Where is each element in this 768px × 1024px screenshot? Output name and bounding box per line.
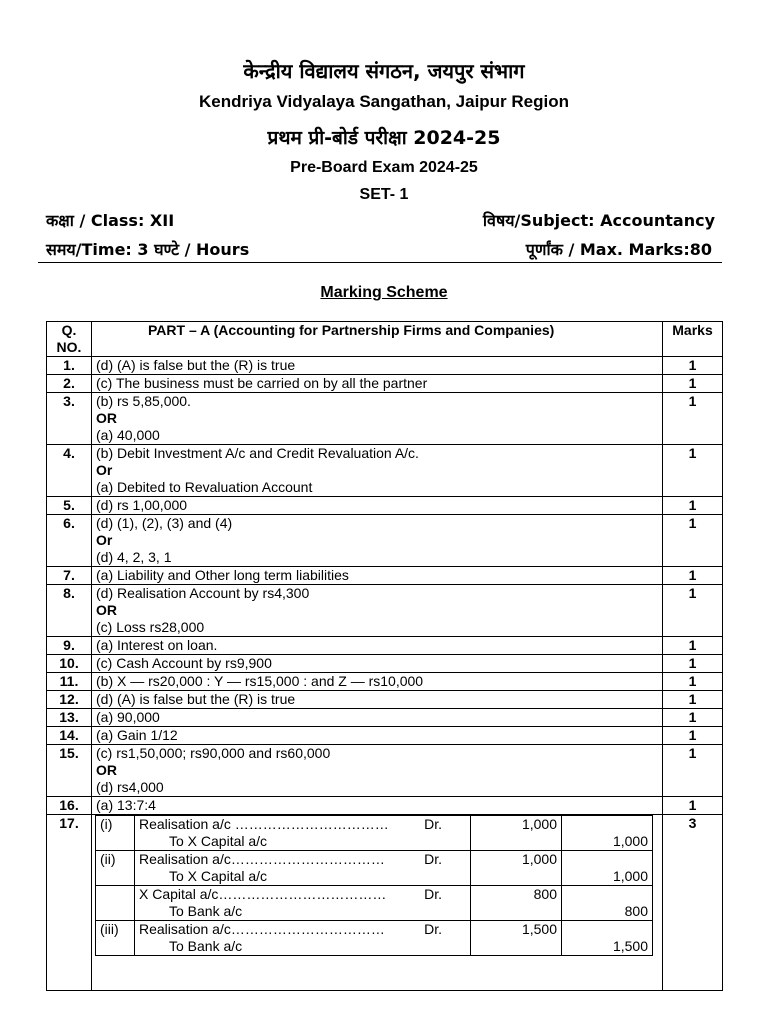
marking-table [46, 321, 723, 991]
entry-particulars [135, 816, 471, 851]
answer-cell [92, 497, 663, 515]
q-number: 16. [47, 797, 92, 815]
journal-entry [96, 816, 653, 851]
credit-amount: 1,000 [562, 851, 653, 886]
answer-cell [92, 585, 663, 637]
table-row [47, 745, 723, 797]
table-row [47, 797, 723, 815]
marks-value: 1 [663, 445, 723, 497]
answer-cell [92, 393, 663, 445]
answer-cell [92, 691, 663, 709]
answer-cell [92, 445, 663, 497]
q-number: 13. [47, 709, 92, 727]
journal-entry [96, 886, 653, 921]
entry-label: (ii) [96, 851, 135, 886]
time-label: समय/Time: 3 घण्टे / Hours [46, 240, 250, 259]
answer-cell [92, 673, 663, 691]
debit-account: Realisation a/c …………………………… [139, 816, 389, 832]
answer-cell [92, 375, 663, 393]
credit-account: To X Capital a/c [169, 868, 268, 884]
table-row [47, 673, 723, 691]
answer-cell [92, 727, 663, 745]
q-number: 14. [47, 727, 92, 745]
answer-text: (d) 4, 2, 3, 1 [96, 549, 172, 565]
q-number: 17. [47, 815, 92, 991]
dr-marker: Dr. [424, 921, 442, 937]
max-marks-label: पूर्णांक / Max. Marks:80 [525, 240, 712, 259]
q-number: 3. [47, 393, 92, 445]
debit-account: X Capital a/c……………………………… [139, 886, 387, 902]
credit-account: To Bank a/c [169, 938, 243, 954]
credit-amount: 1,000 [562, 816, 653, 851]
answer-text: (a) 40,000 [96, 427, 160, 443]
or-separator: Or [96, 532, 113, 548]
marks-value: 3 [663, 815, 723, 991]
q-number: 10. [47, 655, 92, 673]
q-number: 9. [47, 637, 92, 655]
marks-value: 1 [663, 357, 723, 375]
entry-label: (i) [96, 816, 135, 851]
table-row [47, 567, 723, 585]
marking-scheme-title: Marking Scheme [320, 284, 448, 301]
q-number: 7. [47, 567, 92, 585]
answer-text: (d) rs4,000 [96, 779, 164, 795]
answer-cell [92, 709, 663, 727]
marks-value: 1 [663, 393, 723, 445]
table-row-q17 [47, 815, 723, 991]
credit-amount: 800 [562, 886, 653, 921]
dr-marker: Dr. [424, 886, 442, 902]
or-separator: OR [96, 602, 117, 618]
entry-label [96, 886, 135, 921]
marks-value: 1 [663, 691, 723, 709]
table-row [47, 357, 723, 375]
header-divider [38, 262, 722, 263]
entry-particulars [135, 886, 471, 921]
table-row [47, 637, 723, 655]
table-row [47, 393, 723, 445]
answer-text: (d) Realisation Account by rs4,300 [96, 585, 310, 601]
journal-entry [96, 851, 653, 886]
marks-value: 1 [663, 655, 723, 673]
q-number: 1. [47, 357, 92, 375]
table-row [47, 515, 723, 567]
table-row [47, 727, 723, 745]
col-q-no: Q. NO. [47, 322, 92, 357]
answer-text: (b) X — rs20,000 : Y — rs15,000 : and Z — rs10,000 [96, 673, 424, 689]
debit-amount: 1,000 [471, 816, 562, 851]
entry-label: (iii) [96, 921, 135, 956]
dr-marker: Dr. [424, 816, 442, 832]
marks-value: 1 [663, 497, 723, 515]
entry-particulars [135, 851, 471, 886]
answer-cell [92, 797, 663, 815]
or-separator: OR [96, 410, 117, 426]
exam-title-hindi: प्रथम प्री-बोर्ड परीक्षा 2024-25 [267, 127, 501, 149]
table-row [47, 375, 723, 393]
org-name-hindi: केन्द्रीय विद्यालय संगठन, जयपुर संभाग [243, 59, 525, 83]
answer-text: (a) 13:7:4 [96, 797, 156, 813]
debit-line [139, 816, 466, 833]
answer-text: (b) rs 5,85,000. [96, 393, 191, 409]
debit-amount: 1,500 [471, 921, 562, 956]
answer-text: (a) 90,000 [96, 709, 160, 725]
q-number: 12. [47, 691, 92, 709]
marks-value: 1 [663, 637, 723, 655]
answer-text: (c) Loss rs28,000 [96, 619, 205, 635]
q-number: 15. [47, 745, 92, 797]
set-label: SET- 1 [359, 186, 409, 203]
answer-text: (c) rs1,50,000; rs90,000 and rs60,000 [96, 745, 331, 761]
q-number: 11. [47, 673, 92, 691]
answer-text: (d) (A) is false but the (R) is true [96, 691, 296, 707]
marks-value: 1 [663, 709, 723, 727]
table-row [47, 709, 723, 727]
col-part-a: PART – A (Accounting for Partnership Firms and Companies) [92, 322, 663, 357]
answer-cell [92, 637, 663, 655]
table-header-row [47, 322, 723, 357]
answer-cell [92, 745, 663, 797]
debit-account: Realisation a/c…………………………… [139, 921, 385, 937]
entry-particulars [135, 921, 471, 956]
q-number: 2. [47, 375, 92, 393]
journal-entries-table [95, 815, 653, 956]
answer-text: (c) The business must be carried on by all the partner [96, 375, 428, 391]
marks-value: 1 [663, 567, 723, 585]
subject-label: विषय/Subject: Accountancy [482, 211, 715, 230]
marks-value: 1 [663, 673, 723, 691]
answer-text: (d) rs 1,00,000 [96, 497, 188, 513]
answer-cell [92, 357, 663, 375]
table-row [47, 655, 723, 673]
or-separator: Or [96, 462, 113, 478]
answer-cell [92, 515, 663, 567]
answer-text: (a) Debited to Revaluation Account [96, 479, 313, 495]
journal-entry [96, 921, 653, 956]
q-number: 6. [47, 515, 92, 567]
or-separator: OR [96, 762, 117, 778]
answer-cell [92, 567, 663, 585]
answer-cell [92, 655, 663, 673]
answer-text: (b) Debit Investment A/c and Credit Revaluation A/c. [96, 445, 419, 461]
dr-marker: Dr. [424, 851, 442, 867]
q-number: 5. [47, 497, 92, 515]
org-name-english: Kendriya Vidyalaya Sangathan, Jaipur Region [198, 92, 570, 111]
col-marks: Marks [663, 322, 723, 357]
table-row [47, 585, 723, 637]
debit-amount: 1,000 [471, 851, 562, 886]
credit-account: To X Capital a/c [169, 833, 268, 849]
answer-text: (c) Cash Account by rs9,900 [96, 655, 272, 671]
marks-value: 1 [663, 585, 723, 637]
table-row [47, 691, 723, 709]
table-row [47, 497, 723, 515]
marks-value: 1 [663, 375, 723, 393]
credit-account: To Bank a/c [169, 903, 243, 919]
q17-answer [92, 815, 663, 991]
answer-text: (a) Liability and Other long term liabilities [96, 567, 349, 583]
answer-text: (d) (A) is false but the (R) is true [96, 357, 296, 373]
debit-line [139, 886, 466, 903]
credit-amount: 1,500 [562, 921, 653, 956]
answer-text: (a) Gain 1/12 [96, 727, 178, 743]
marks-value: 1 [663, 797, 723, 815]
marks-value: 1 [663, 727, 723, 745]
debit-amount: 800 [471, 886, 562, 921]
class-label: कक्षा / Class: XII [46, 211, 175, 230]
q-number: 8. [47, 585, 92, 637]
q-number: 4. [47, 445, 92, 497]
answer-text: (a) Interest on loan. [96, 637, 218, 653]
marks-value: 1 [663, 745, 723, 797]
debit-line [139, 851, 466, 868]
answer-text: (d) (1), (2), (3) and (4) [96, 515, 233, 531]
exam-title-english: Pre-Board Exam 2024-25 [290, 159, 478, 176]
debit-line [139, 921, 466, 938]
table-row [47, 445, 723, 497]
marks-value: 1 [663, 515, 723, 567]
debit-account: Realisation a/c…………………………… [139, 851, 385, 867]
